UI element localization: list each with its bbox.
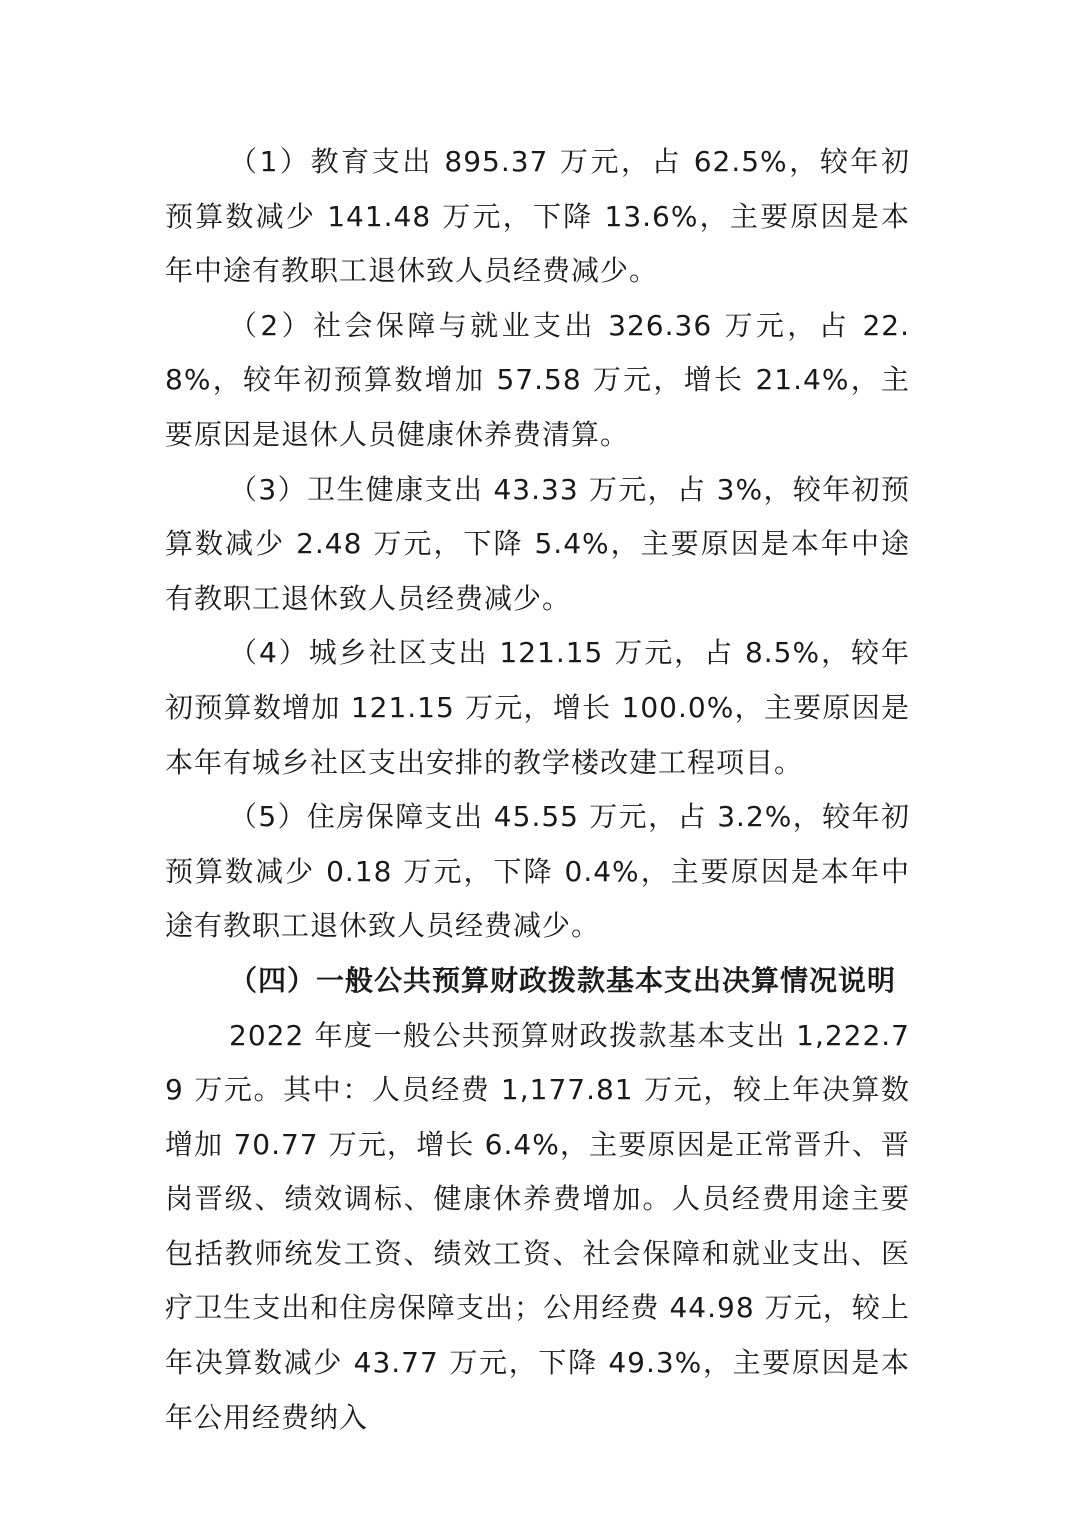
document-body bbox=[165, 135, 910, 1445]
paragraph-housing-expenditure: （5）住房保障支出 45.55 万元，占 3.2%，较年初预算数减少 0.18 万元，下降 0.4%，主要原因是本年中途有教职工退休致人员经费减少。 bbox=[165, 800, 910, 943]
section-heading: （四）一般公共预算财政拨款基本支出决算情况说明 bbox=[229, 963, 897, 997]
paragraph-social-security-expenditure: （2）社会保障与就业支出 326.36 万元，占 22.8%，较年初预算数增加 57.58 万元，增长 21.4%，主要原因是退休人员健康休养费清算。 bbox=[165, 308, 910, 451]
paragraph-basic-expenditure-summary: 2022 年度一般公共预算财政拨款基本支出 1,222.79 万元。其中：人员经费 1,177.81 万元，较上年决算数增加 70.77 万元，增长 6.4%，主要原因是正常晋升、晋岗晋级、绩效调标、健康休养费增加。人员经费用途主要包括教师统发工资、绩效工资、社会保障和就业支出、医疗卫生支出和住房保障支出；公用经费 44.98 万元，较上年决算数减少 43.77 万元，下降 49.3%，主要原因是本年公用经费纳入 bbox=[165, 1018, 910, 1434]
paragraph-urban-rural-expenditure: （4）城乡社区支出 121.15 万元，占 8.5%，较年初预算数增加 121.15 万元，增长 100.0%，主要原因是本年有城乡社区支出安排的教学楼改建工程项目。 bbox=[165, 636, 910, 779]
paragraph-education-expenditure: （1）教育支出 895.37 万元，占 62.5%，较年初预算数减少 141.48 万元，下降 13.6%，主要原因是本年中途有教职工退休致人员经费减少。 bbox=[165, 145, 910, 288]
paragraph-health-expenditure: （3）卫生健康支出 43.33 万元，占 3%，较年初预算数减少 2.48 万元，下降 5.4%，主要原因是本年中途有教职工退休致人员经费减少。 bbox=[165, 472, 910, 615]
